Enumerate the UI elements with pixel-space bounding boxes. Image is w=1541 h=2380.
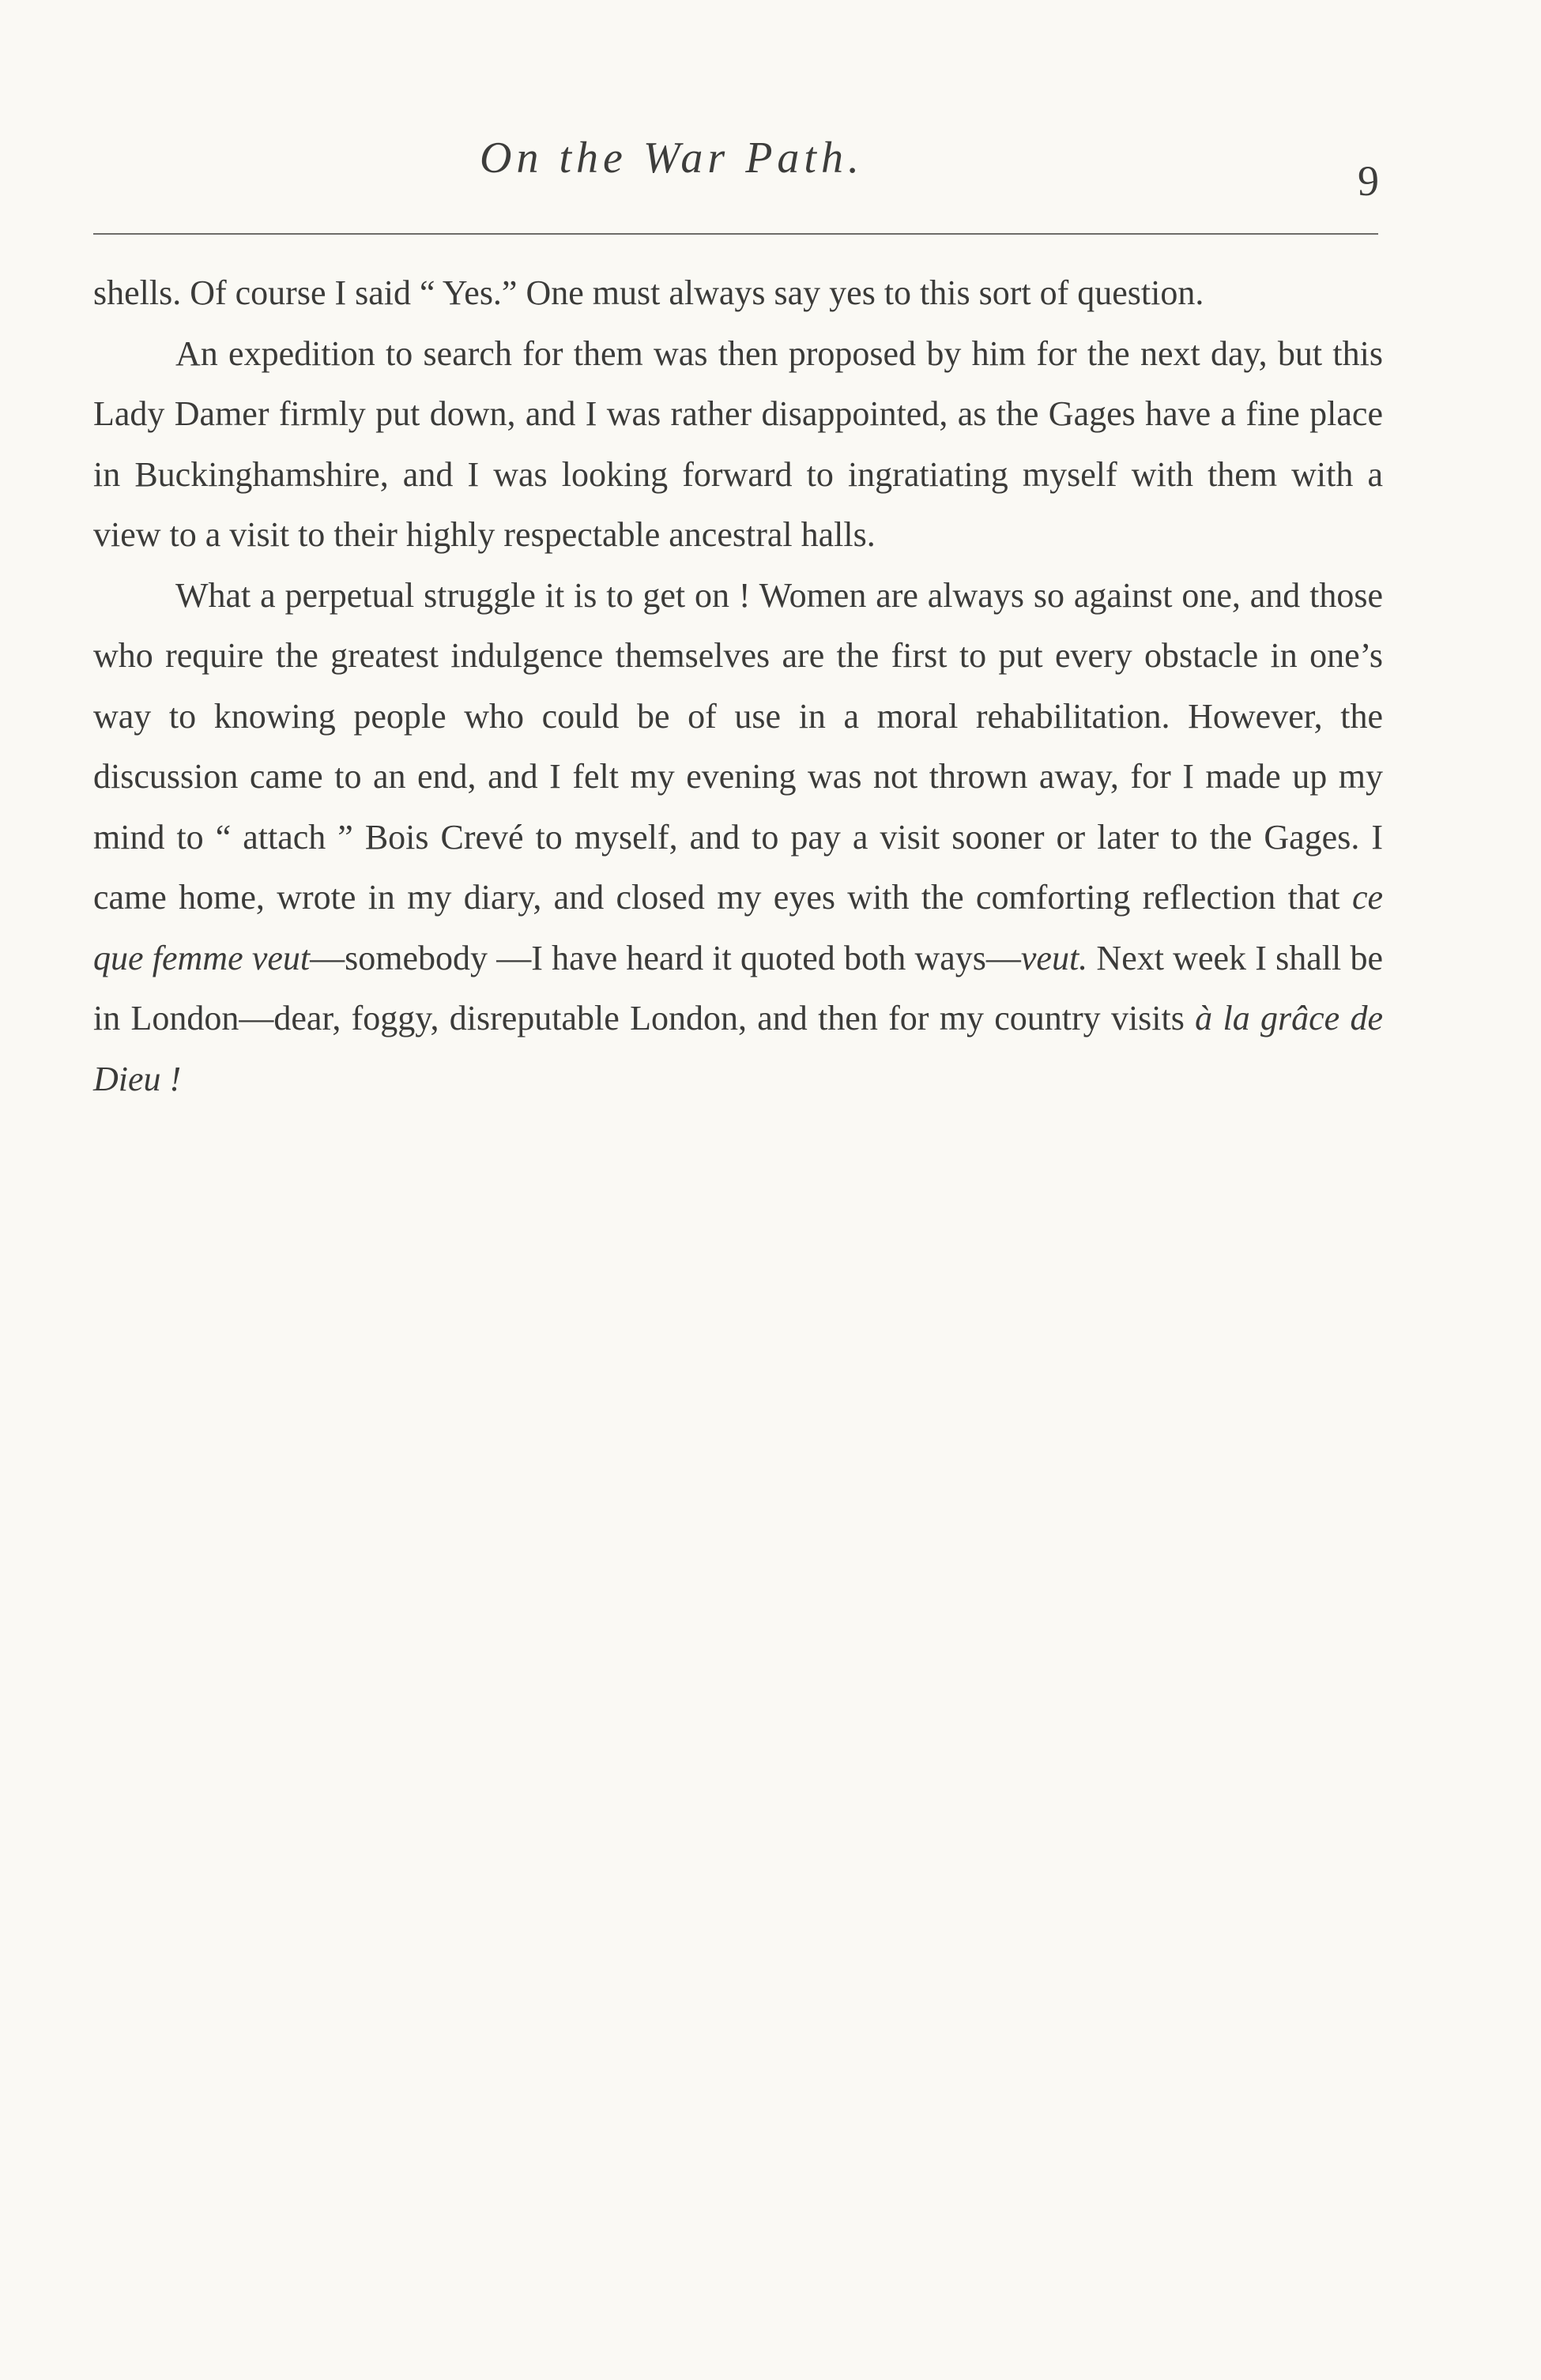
paragraph-3 xyxy=(93,566,1383,1110)
paragraph-1: shells. Of course I said “ Yes.” One must always say yes to this sort of question. xyxy=(93,273,1204,312)
italic-word-veut: veut. xyxy=(1020,938,1088,977)
paragraph-3-text-3: Next week I shall be in London—dear, foggy, disreputable London, and then for my country visits xyxy=(93,938,1383,1037)
italic-phrase-ce-que-femme-veut: ce que femme veut xyxy=(93,878,1383,977)
paragraph-2: An expedition to search for them was then proposed by him for the next day, but this Lady Damer firmly put down, and I was rather disappointed, as the Gages have a fine place in Buckinghamshire, and I was looking forward to ingratiating myself with them with a view to a visit to their highly respectable ancestral halls. xyxy=(93,333,1383,554)
running-head xyxy=(0,133,1541,204)
page-number: 9 xyxy=(1358,157,1379,205)
paragraph-3-text-1: What a perpetual struggle it is to get on ! Women are always so against one, and those who require the greatest indulgence themselves are the first to put every obstacle in one’s way to knowing people who could be of use in a moral rehabilitation. However, the discussion came to an end, and I felt my evening was not thrown away, for I made up my mind to “ attach ” Bois Crevé to myself, and to pay a visit sooner or later to the Gages. I came home, wrote in my diary, and closed my eyes with the comforting reflection that xyxy=(93,575,1383,917)
running-title: On the War Path. xyxy=(480,134,864,183)
paragraph-3-text-2: —somebody —I have heard it quoted both ways— xyxy=(310,938,1021,977)
body-text xyxy=(93,263,1383,1109)
italic-phrase-a-la-grace-de-dieu: à la grâce de Dieu ! xyxy=(93,999,1383,1098)
header-rule xyxy=(93,233,1378,235)
